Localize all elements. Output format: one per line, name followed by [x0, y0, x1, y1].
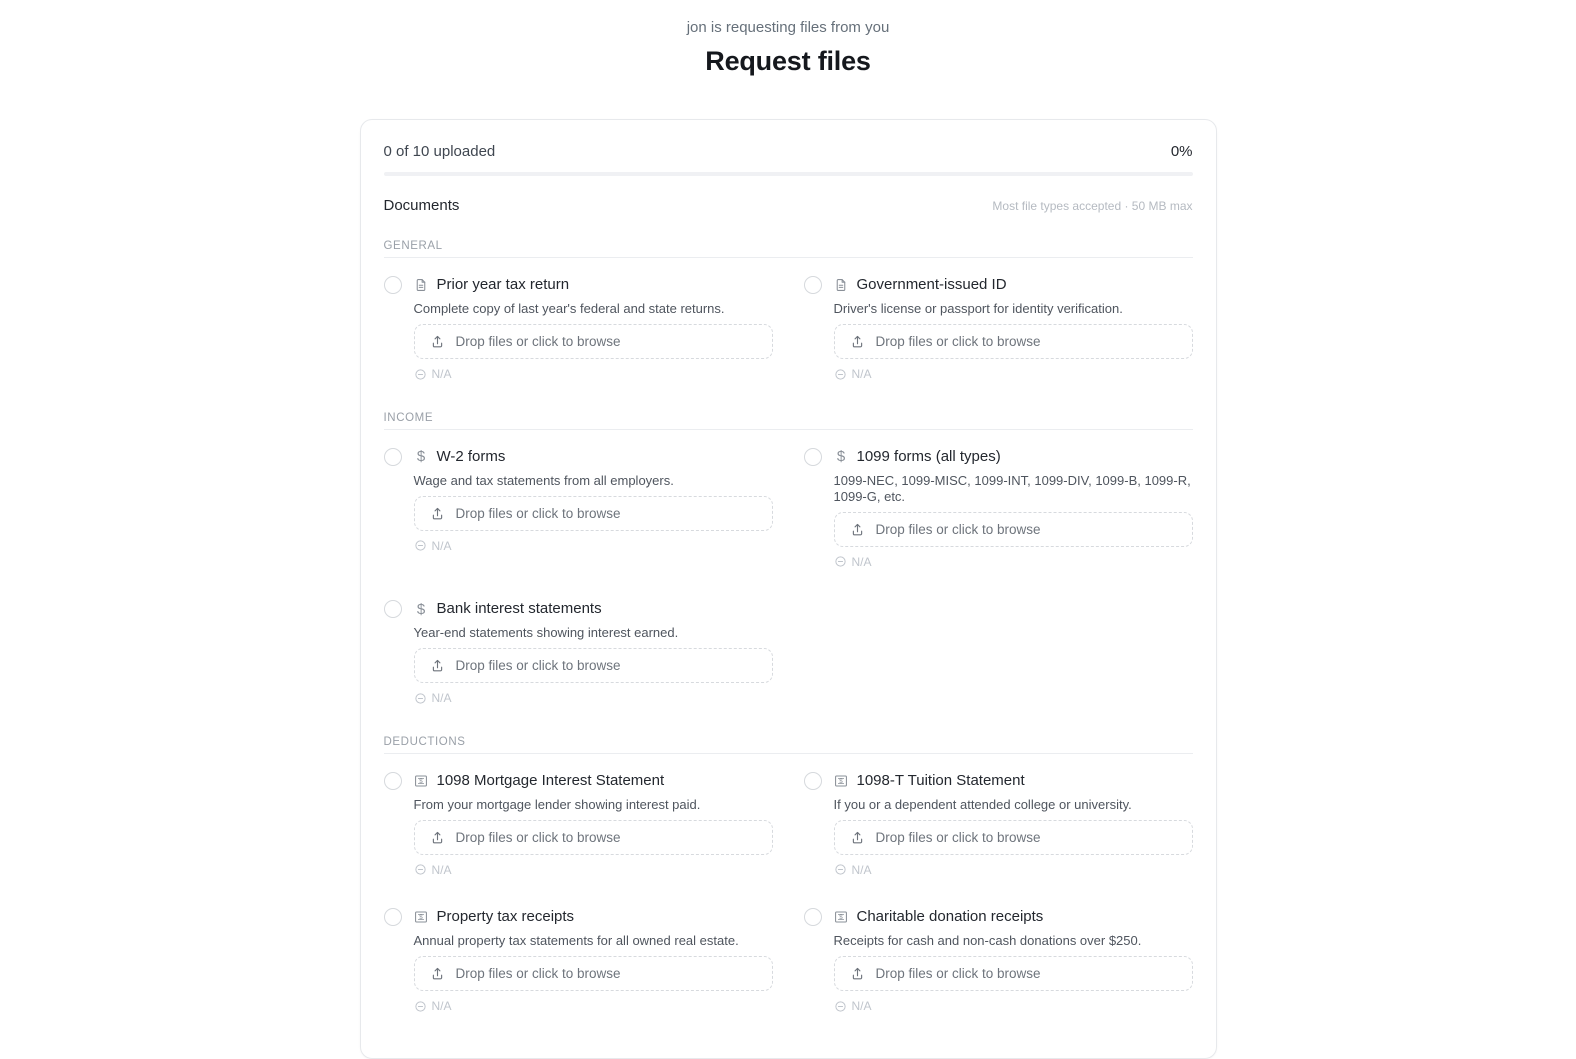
- document-request-item: [384, 771, 773, 882]
- item-title: 1099 forms (all types): [856, 447, 1001, 465]
- document-request-item: [804, 907, 1193, 1018]
- upload-icon: [850, 966, 865, 981]
- document-request-item: [384, 599, 773, 710]
- item-header: [834, 907, 1193, 927]
- na-button[interactable]: [834, 863, 872, 877]
- item-description: Driver's license or passport for identity verification.: [833, 301, 1123, 316]
- na-button[interactable]: [414, 367, 452, 381]
- na-button[interactable]: [834, 367, 872, 381]
- dropzone-label: Drop files or click to browse: [875, 829, 1041, 845]
- na-button[interactable]: [414, 539, 452, 553]
- upload-status-circle: [384, 772, 402, 790]
- file-dropzone[interactable]: [414, 820, 773, 855]
- dropzone-label: Drop files or click to browse: [875, 334, 1041, 349]
- dollar-icon: $: [416, 448, 426, 465]
- na-label: N/A: [431, 367, 452, 381]
- file-dropzone[interactable]: [834, 512, 1193, 547]
- document-request-item: [804, 275, 1193, 386]
- svg-text:$: $: [839, 914, 843, 922]
- upload-status-circle: [384, 600, 402, 618]
- file-dropzone[interactable]: [834, 324, 1193, 359]
- item-header: [834, 771, 1193, 791]
- upload-status-circle: [804, 276, 822, 294]
- item-title: 1098-T Tuition Statement: [856, 771, 1025, 789]
- receipt-icon: [834, 774, 849, 788]
- section-items: [384, 771, 1193, 1018]
- document-request-item: [804, 447, 1193, 574]
- dollar-icon: $: [836, 448, 846, 465]
- dropzone-label: Drop files or click to browse: [455, 829, 621, 845]
- progress-bar: [384, 172, 1193, 176]
- na-button[interactable]: [414, 999, 452, 1013]
- dropzone-label: Drop files or click to browse: [875, 966, 1041, 981]
- minus-circle-icon: [834, 368, 847, 381]
- upload-icon: [850, 830, 865, 845]
- na-label: N/A: [431, 538, 452, 553]
- receipt-icon: [414, 774, 429, 788]
- upload-icon: [430, 334, 445, 349]
- na-button[interactable]: [414, 691, 452, 705]
- na-button[interactable]: [414, 863, 452, 877]
- upload-status-circle: [384, 908, 402, 926]
- document-request-item: [804, 771, 1193, 882]
- na-label: N/A: [431, 999, 452, 1013]
- na-label: N/A: [431, 862, 452, 877]
- section-label: INCOME: [384, 412, 1193, 430]
- na-label: N/A: [431, 691, 452, 705]
- upload-icon: [850, 522, 865, 537]
- progress-percent-label: 0%: [1170, 143, 1193, 160]
- minus-circle-icon: [834, 555, 847, 568]
- item-title: Charitable donation receipts: [856, 908, 1044, 925]
- na-button[interactable]: [834, 555, 872, 569]
- na-label: N/A: [851, 367, 872, 381]
- section-items: [384, 275, 1193, 386]
- document-request-item: [384, 275, 773, 386]
- item-header: [834, 275, 1193, 295]
- dollar-icon: $: [416, 600, 426, 618]
- minus-circle-icon: [414, 368, 427, 381]
- requester-subtitle: jon is requesting files from you: [686, 19, 890, 36]
- upload-status-circle: [804, 772, 822, 790]
- documents-heading: Documents: [383, 197, 460, 214]
- document-section: [384, 736, 1193, 1018]
- request-card: [360, 119, 1217, 1059]
- dropzone-label: Drop files or click to browse: [455, 334, 621, 349]
- minus-circle-icon: [414, 692, 427, 705]
- section-items: [384, 447, 1193, 710]
- item-header: [414, 771, 773, 791]
- receipt-icon: [414, 910, 429, 924]
- progress-count-label: 0 of 10 uploaded: [383, 143, 496, 160]
- item-title: Government-issued ID: [856, 276, 1007, 293]
- dropzone-label: Drop files or click to browse: [455, 966, 621, 981]
- item-header: [414, 599, 773, 619]
- upload-status-circle: [384, 276, 402, 294]
- document-request-item: [384, 447, 773, 558]
- svg-text:$: $: [419, 914, 423, 922]
- upload-status-circle: [804, 908, 822, 926]
- minus-circle-icon: [414, 539, 427, 552]
- dropzone-label: Drop files or click to browse: [455, 505, 621, 521]
- document-section: [384, 412, 1193, 710]
- file-types-hint: Most file types accepted · 50 MB max: [992, 199, 1193, 213]
- file-dropzone[interactable]: [834, 820, 1193, 855]
- minus-circle-icon: [834, 1000, 847, 1013]
- section-label: GENERAL: [384, 240, 1193, 258]
- upload-icon: [430, 506, 445, 521]
- item-title: Property tax receipts: [436, 908, 575, 925]
- na-label: N/A: [851, 862, 872, 877]
- receipt-icon: [834, 910, 849, 924]
- upload-status-circle: [804, 448, 822, 466]
- documents-header-row: [384, 197, 1193, 214]
- file-text-icon: [834, 278, 849, 292]
- svg-text:$: $: [839, 777, 843, 785]
- section-label: DEDUCTIONS: [384, 736, 1193, 754]
- minus-circle-icon: [414, 1000, 427, 1013]
- file-dropzone[interactable]: [834, 956, 1193, 991]
- upload-icon: [430, 966, 445, 981]
- item-description: Complete copy of last year's federal and state returns.: [413, 301, 725, 316]
- dropzone-label: Drop files or click to browse: [455, 658, 621, 673]
- file-dropzone[interactable]: [414, 324, 773, 359]
- item-title: 1098 Mortgage Interest Statement: [436, 771, 665, 789]
- item-title: Prior year tax return: [436, 276, 570, 293]
- item-description: Year-end statements showing interest earned.: [413, 625, 679, 640]
- item-description: If you or a dependent attended college or university.: [833, 796, 1132, 812]
- item-description: Receipts for cash and non-cash donations over $250.: [833, 933, 1142, 948]
- document-section: [384, 240, 1193, 386]
- file-dropzone[interactable]: [414, 956, 773, 991]
- minus-circle-icon: [834, 863, 847, 876]
- upload-status-circle: [384, 448, 402, 466]
- item-description: From your mortgage lender showing interest paid.: [413, 796, 701, 812]
- item-description: Annual property tax statements for all owned real estate.: [413, 933, 739, 948]
- page-header: [0, 0, 1576, 77]
- na-button[interactable]: [834, 999, 872, 1013]
- svg-text:$: $: [419, 777, 423, 785]
- document-request-item: [384, 907, 773, 1018]
- item-description: 1099-NEC, 1099-MISC, 1099-INT, 1099-DIV, 1099-B, 1099-R, 1099-G, etc.: [833, 472, 1191, 504]
- file-dropzone[interactable]: [414, 648, 773, 683]
- item-header: [414, 275, 773, 295]
- upload-icon: [430, 830, 445, 845]
- page-title: Request files: [705, 46, 871, 76]
- minus-circle-icon: [414, 863, 427, 876]
- item-description: Wage and tax statements from all employers.: [413, 472, 674, 488]
- file-text-icon: [414, 278, 429, 292]
- na-label: N/A: [851, 554, 872, 569]
- dropzone-label: Drop files or click to browse: [875, 521, 1041, 537]
- item-header: [414, 447, 773, 467]
- file-dropzone[interactable]: [414, 496, 773, 531]
- item-title: W-2 forms: [436, 447, 506, 465]
- item-title: Bank interest statements: [436, 600, 602, 617]
- item-header: [834, 447, 1193, 467]
- upload-icon: [430, 658, 445, 673]
- upload-icon: [850, 334, 865, 349]
- progress-row: [384, 143, 1193, 160]
- sections: [384, 240, 1193, 1018]
- na-label: N/A: [851, 999, 872, 1013]
- item-header: [414, 907, 773, 927]
